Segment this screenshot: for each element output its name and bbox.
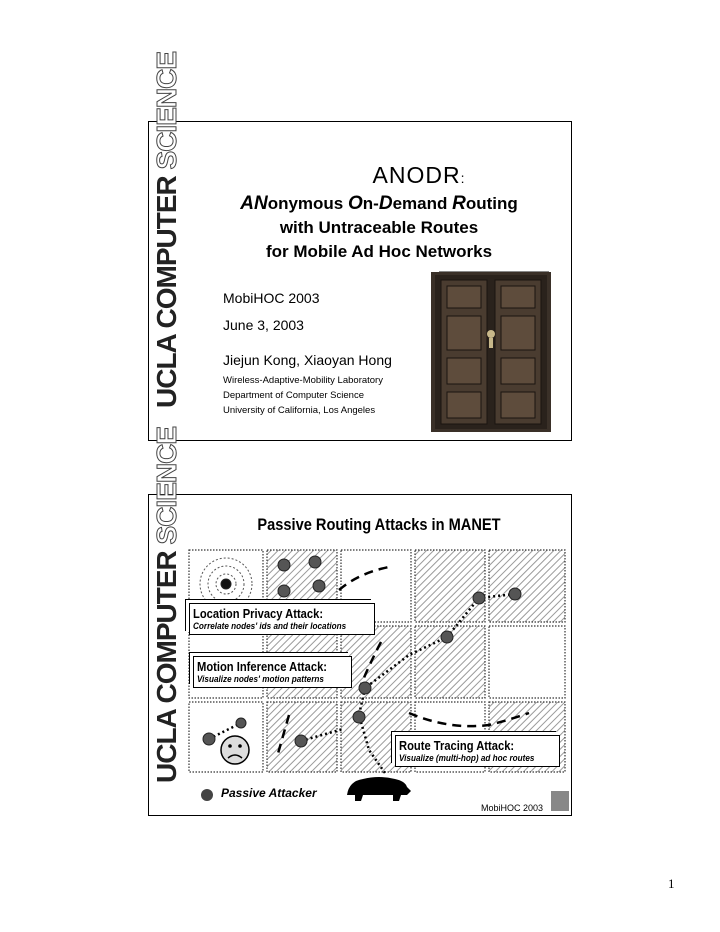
subtitle-line-2: with Untraceable Routes	[279, 218, 479, 237]
page-number: 1	[668, 876, 675, 891]
corner-tag	[551, 791, 569, 811]
node	[353, 711, 365, 723]
node	[221, 579, 231, 589]
slide-1-title: ANODR:	[372, 162, 466, 188]
node	[236, 718, 246, 728]
node	[295, 735, 307, 747]
slide-page-label: 2/20	[367, 789, 381, 796]
slide-1-subtitle	[189, 192, 569, 264]
slide-2	[148, 427, 572, 816]
subtitle-line-1: ANonymous On-Demand Routing	[240, 193, 518, 214]
node	[278, 559, 290, 571]
department-name: Department of Computer Science	[223, 390, 364, 401]
ucla-cs-sidebar	[149, 52, 185, 440]
university-name: University of California, Los Angeles	[223, 405, 376, 416]
node	[278, 585, 290, 597]
legend-marker	[201, 789, 213, 801]
slide-2-title: Passive Routing Attacks in MANET	[257, 515, 501, 534]
slide-1	[148, 52, 572, 441]
grid-cell	[489, 550, 565, 622]
callout-location-privacy: Location Privacy Attack: Correlate nodes' ids and their locations	[189, 603, 375, 635]
legend-label: Passive Attacker	[221, 786, 317, 800]
node	[359, 682, 371, 694]
presentation-date: June 3, 2003	[223, 317, 304, 333]
node	[473, 592, 485, 604]
authors: Jiejun Kong, Xiaoyan Hong	[223, 352, 392, 368]
conference-name: MobiHOC 2003	[223, 290, 320, 306]
node	[441, 631, 453, 643]
grid-cell	[489, 626, 565, 698]
lab-name: Wireless-Adaptive-Mobility Laboratory	[223, 375, 383, 386]
node	[313, 580, 325, 592]
slide-footer: MobiHOC 2003	[480, 803, 543, 813]
sad-face-icon	[221, 736, 249, 764]
door-image	[431, 272, 551, 432]
callout-motion-inference: Motion Inference Attack: Visualize nodes' motion patterns	[193, 656, 352, 688]
node	[309, 556, 321, 568]
callout-route-tracing: Route Tracing Attack: Visualize (multi-hop) ad hoc routes	[395, 735, 560, 767]
node	[203, 733, 215, 745]
subtitle-line-3: for Mobile Ad Hoc Networks	[265, 242, 493, 261]
network-diagram	[149, 495, 571, 815]
grid-cell	[415, 550, 485, 622]
ucla-cs-logo: UCLA COMPUTER SCIENCE	[151, 52, 182, 408]
node	[509, 588, 521, 600]
ucla-cs-logo: UCLA COMPUTER SCIENCE	[151, 427, 182, 783]
